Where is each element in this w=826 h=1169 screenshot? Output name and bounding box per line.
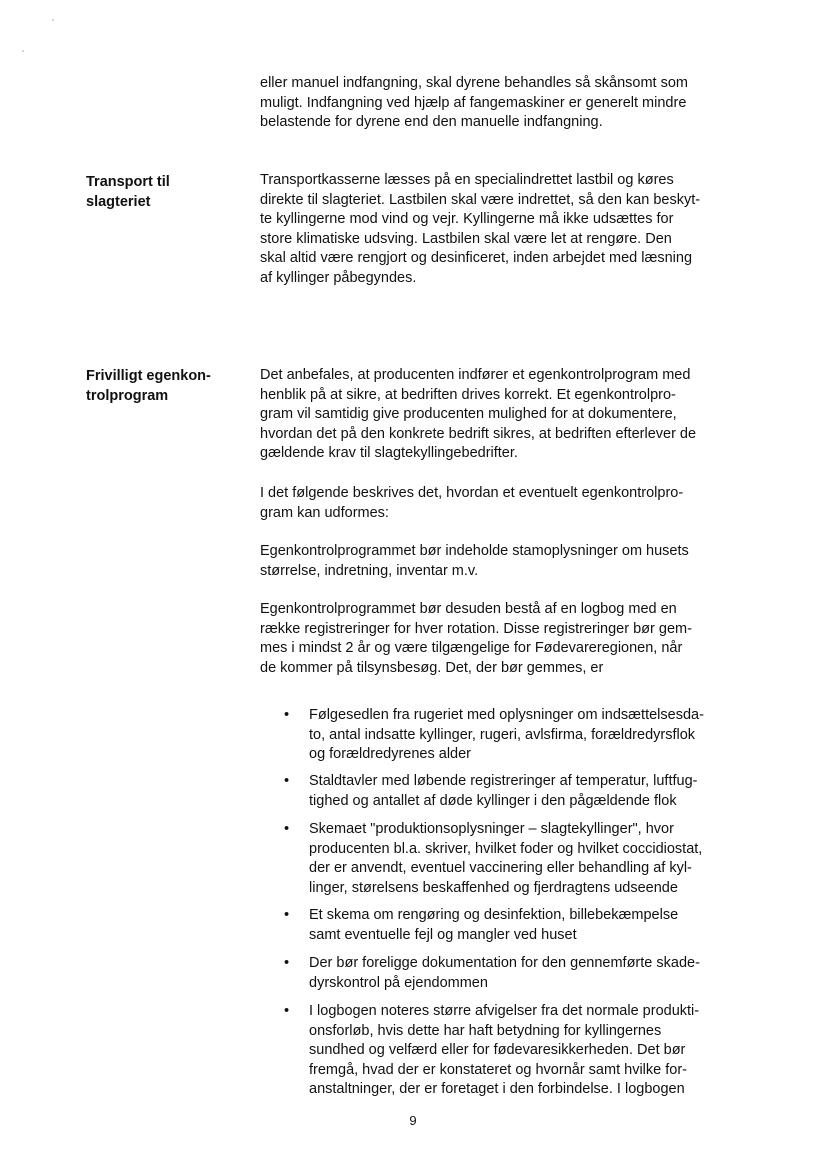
text-line: eller manuel indfangning, skal dyrene behandles så skånsomt som xyxy=(260,75,688,91)
text-line: Staldtavler med løbende registreringer af temperatur, luftfug- xyxy=(309,773,698,789)
text-line: te kyllingerne mod vind og vejr. Kyllingerne må ikke udsættes for xyxy=(260,211,674,227)
text-line: I det følgende beskrives det, hvordan et eventuelt egenkontrolpro- xyxy=(260,485,684,501)
bullet-icon: • xyxy=(284,821,290,837)
list-item-text xyxy=(309,772,749,811)
text-line: samt eventuelle fejl og mangler ved huset xyxy=(309,926,577,943)
heading-line: trolprogram xyxy=(86,388,169,404)
text-line: mes i mindst 2 år og være tilgængelige for Fødevareregionen, når xyxy=(260,640,683,656)
scan-speck xyxy=(52,19,54,21)
text-line: Skemaet "produktionsoplysninger – slagtekyllinger", hvor xyxy=(309,821,674,837)
list-item-text xyxy=(309,706,749,765)
text-line: Det anbefales, at producenten indfører et egenkontrolprogram med xyxy=(260,367,691,383)
list-item-text xyxy=(309,954,749,993)
text-line: hvordan det på den konkrete bedrift sikres, at bedriften efterlever de xyxy=(260,425,697,442)
heading-line: Frivilligt egenkon- xyxy=(86,368,211,384)
list-item-text xyxy=(309,906,749,945)
text-line: størrelse, indretning, inventar m.v. xyxy=(260,562,479,579)
text-line: dyrskontrol på ejendommen xyxy=(309,974,488,991)
text-line: skal altid være rengjort og desinficeret, inden arbejdet med læsning xyxy=(260,250,693,266)
bullet-icon: • xyxy=(284,1003,290,1019)
heading-line: Transport til xyxy=(86,174,170,190)
list-item-text xyxy=(309,820,749,898)
egenkontrol-paragraph-2 xyxy=(260,484,740,523)
text-line: direkte til slagteriet. Lastbilen skal være indrettet, så den kan beskyt- xyxy=(260,191,701,208)
bullet-icon: • xyxy=(284,773,290,789)
text-line: Transportkasserne læsses på en specialindrettet lastbil og køres xyxy=(260,172,674,188)
section-heading-transport xyxy=(86,172,236,212)
text-line: store klimatiske udsving. Lastbilen skal være let at rengøre. Den xyxy=(260,230,672,247)
text-line: Følgesedlen fra rugeriet med oplysninger om indsættelsesda- xyxy=(309,707,704,723)
text-line: linger, størelsens beskaffenhed og fjerdragtens udseende xyxy=(309,879,678,896)
transport-paragraph xyxy=(260,171,740,288)
bullet-icon: • xyxy=(284,955,290,971)
text-line: Egenkontrolprogrammet bør desuden bestå af en logbog med en xyxy=(260,601,677,617)
bullet-icon: • xyxy=(284,707,290,723)
text-line: række registreringer for hver rotation. Disse registreringer bør gem- xyxy=(260,620,692,637)
text-line: og forældredyrenes alder xyxy=(309,746,472,762)
text-line: anstaltninger, der er foretaget i den forbindelse. I logbogen xyxy=(309,1081,685,1097)
bullet-icon: • xyxy=(284,907,290,923)
text-line: af kyllinger påbegyndes. xyxy=(260,269,417,286)
text-line: Et skema om rengøring og desinfektion, billebekæmpelse xyxy=(309,907,679,923)
list-item-text xyxy=(309,1002,749,1100)
egenkontrol-paragraph-1 xyxy=(260,366,740,464)
text-line: onsforløb, hvis dette har haft betydning for kyllingernes xyxy=(309,1022,662,1039)
text-line: de kommer på tilsynsbesøg. Det, der bør gemmes, er xyxy=(260,659,604,676)
text-line: gældende krav til slagtekyllingebedrifter. xyxy=(260,445,518,461)
egenkontrol-paragraph-4 xyxy=(260,600,740,678)
egenkontrol-paragraph-3 xyxy=(260,542,740,581)
text-line: belastende for dyrene end den manuelle indfangning. xyxy=(260,114,603,130)
text-line: fremgå, hvad der er konstateret og hvornår samt hvilke for- xyxy=(309,1061,687,1078)
text-line: muligt. Indfangning ved hjælp af fangemaskiner er generelt mindre xyxy=(260,94,687,111)
section-heading-egenkontrol xyxy=(86,366,236,406)
text-line: Der bør foreligge dokumentation for den gennemførte skade- xyxy=(309,955,700,971)
page-number: 9 xyxy=(409,1113,417,1128)
text-line: I logbogen noteres større afvigelser fra det normale produkti- xyxy=(309,1003,700,1019)
text-line: to, antal indsatte kyllinger, rugeri, avlsfirma, forældredyrsflok xyxy=(309,726,696,743)
text-line: Egenkontrolprogrammet bør indeholde stamoplysninger om husets xyxy=(260,543,689,559)
heading-line: slagteriet xyxy=(86,194,151,210)
text-line: sundhed og velfærd eller for fødevaresikkerheden. Det bør xyxy=(309,1042,686,1058)
text-line: tighed og antallet af døde kyllinger i den pågældende flok xyxy=(309,792,677,809)
text-line: producenten bl.a. skriver, hvilket foder og hvilket coccidiostat, xyxy=(309,840,703,857)
intro-paragraph xyxy=(260,74,740,133)
text-line: gram kan udformes: xyxy=(260,504,389,521)
text-line: gram vil samtidig give producenten mulighed for at dokumentere, xyxy=(260,406,677,422)
text-line: der er anvendt, eventuel vaccinering eller behandling af kyl- xyxy=(309,860,692,876)
text-line: henblik på at sikre, at bedriften drives korrekt. Et egenkontrolpro- xyxy=(260,386,676,403)
scan-speck xyxy=(22,50,24,52)
